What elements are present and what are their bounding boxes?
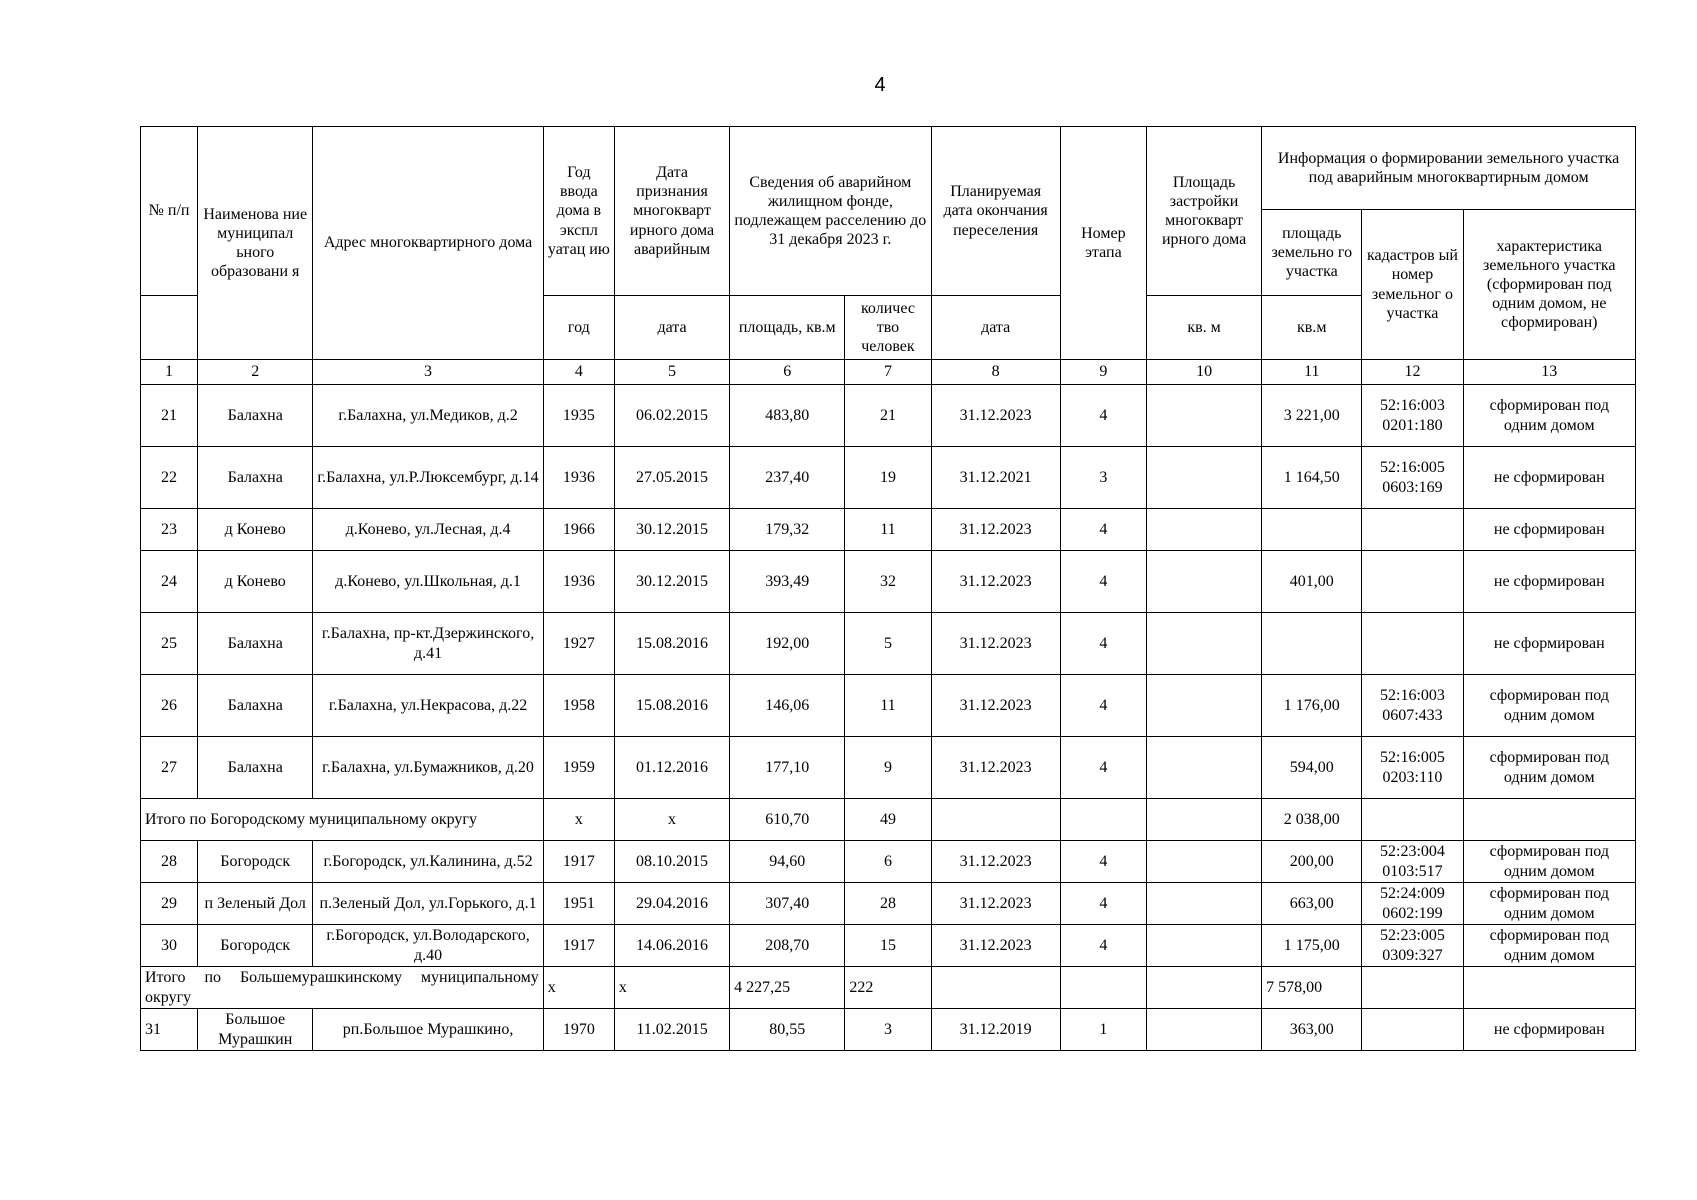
table-row [141,925,1636,967]
cell-stage: 3 [1060,447,1146,509]
total-people: 222 [845,967,931,1009]
cell-cadastral [1362,1009,1463,1051]
col-num: 3 [313,360,543,385]
unit-building-area: кв. м [1146,296,1261,360]
cell-building-area [1146,551,1261,613]
header-planned-date: Планируемая дата окончания переселения [931,127,1060,296]
table-row [141,675,1636,737]
cell-address: г.Богородск, ул.Володарского, д.40 [313,925,543,967]
cell-area: 192,00 [730,613,845,675]
cell-municipality: Балахна [198,385,313,447]
cell-municipality: Балахна [198,447,313,509]
cell-address: г.Балахна, ул.Р.Люксембург, д.14 [313,447,543,509]
cell-year: 1936 [543,551,614,613]
cell-people: 6 [845,841,931,883]
cell-number: 26 [141,675,198,737]
cell-municipality: п Зеленый Дол [198,883,313,925]
cell-building-area [1146,925,1261,967]
cell-cadastral [1362,551,1463,613]
cell-municipality: Богородск [198,925,313,967]
housing-table [140,126,1636,1051]
header-housing-info: Сведения об аварийном жилищном фонде, подлежащем расселению до 31 декабря 2023 г. [730,127,931,296]
cell-date: 15.08.2016 [614,613,729,675]
cell-cadastral: 52:24:009 0602:199 [1362,883,1463,925]
cell-date: 14.06.2016 [614,925,729,967]
cell-building-area [1146,841,1261,883]
cell-date: 30.12.2015 [614,509,729,551]
cell-building-area [1146,509,1261,551]
header-recognition-date: Дата признания многокварт ирного дома аварийным [614,127,729,296]
cell-building-area [1146,675,1261,737]
table-row [141,509,1636,551]
cell-people: 3 [845,1009,931,1051]
cell-land-area: 200,00 [1262,841,1362,883]
cell-cadastral: 52:23:004 0103:517 [1362,841,1463,883]
total-land: 7 578,00 [1262,967,1362,1009]
column-numbers-row [141,360,1636,385]
cell-land-area: 594,00 [1262,737,1362,799]
cell-area: 179,32 [730,509,845,551]
cell-building-area [1146,737,1261,799]
cell-plan-date: 31.12.2023 [931,883,1060,925]
cell-land-char: сформирован под одним домом [1463,841,1635,883]
total-empty [931,967,1060,1009]
cell-cadastral: 52:16:005 0203:110 [1362,737,1463,799]
col-num: 12 [1362,360,1463,385]
header-municipality: Наименова ние муниципал ьного образовани я [198,127,313,360]
cell-year: 1959 [543,737,614,799]
table-row [141,385,1636,447]
total-date: х [614,967,729,1009]
col-num: 1 [141,360,198,385]
cell-plan-date: 31.12.2023 [931,841,1060,883]
total-label: Итого по Большемурашкинскому муниципальному округу [141,967,544,1009]
cell-number: 21 [141,385,198,447]
cell-cadastral: 52:23:005 0309:327 [1362,925,1463,967]
cell-land-area: 363,00 [1262,1009,1362,1051]
cell-number: 30 [141,925,198,967]
cell-number: 31 [141,1009,198,1051]
cell-date: 11.02.2015 [614,1009,729,1051]
cell-land-char: не сформирован [1463,509,1635,551]
cell-land-char: сформирован под одним домом [1463,883,1635,925]
cell-people: 9 [845,737,931,799]
cell-area: 80,55 [730,1009,845,1051]
cell-stage: 4 [1060,385,1146,447]
cell-address: рп.Большое Мурашкино, [313,1009,543,1051]
cell-land-area: 1 164,50 [1262,447,1362,509]
header-building-area: Площадь застройки многокварт ирного дома [1146,127,1261,296]
cell-address: г.Балахна, ул.Бумажников, д.20 [313,737,543,799]
total-empty [1146,967,1261,1009]
cell-people: 21 [845,385,931,447]
cell-stage: 4 [1060,509,1146,551]
total-people: 49 [845,799,931,841]
cell-people: 11 [845,509,931,551]
cell-year: 1966 [543,509,614,551]
cell-area: 237,40 [730,447,845,509]
total-empty [1463,967,1635,1009]
cell-people: 11 [845,675,931,737]
col-num: 10 [1146,360,1261,385]
header-stage: Номер этапа [1060,127,1146,360]
total-empty [1146,799,1261,841]
col-num: 7 [845,360,931,385]
cell-municipality: Балахна [198,737,313,799]
total-year: х [543,967,614,1009]
cell-cadastral [1362,509,1463,551]
cell-municipality: Богородск [198,841,313,883]
total-year: х [543,799,614,841]
cell-plan-date: 31.12.2023 [931,385,1060,447]
cell-year: 1936 [543,447,614,509]
cell-plan-date: 31.12.2023 [931,613,1060,675]
table-row [141,613,1636,675]
cell-cadastral: 52:16:005 0603:169 [1362,447,1463,509]
cell-year: 1935 [543,385,614,447]
unit-date: дата [614,296,729,360]
cell-stage: 4 [1060,737,1146,799]
cell-year: 1951 [543,883,614,925]
cell-cadastral: 52:16:003 0607:433 [1362,675,1463,737]
cell-area: 208,70 [730,925,845,967]
cell-number: 22 [141,447,198,509]
total-land: 2 038,00 [1262,799,1362,841]
cell-land-area: 1 176,00 [1262,675,1362,737]
header-address: Адрес многоквартирного дома [313,127,543,360]
cell-plan-date: 31.12.2023 [931,675,1060,737]
col-num: 4 [543,360,614,385]
total-area: 4 227,25 [730,967,845,1009]
cell-plan-date: 31.12.2019 [931,1009,1060,1051]
cell-number: 27 [141,737,198,799]
cell-number: 28 [141,841,198,883]
header-land-area: площадь земельно го участка [1262,210,1362,296]
col-num: 8 [931,360,1060,385]
table-row [141,737,1636,799]
header-year: Год ввода дома в экспл уатац ию [543,127,614,296]
header-number: № п/п [141,127,198,296]
cell-people: 19 [845,447,931,509]
cell-municipality: д Конево [198,509,313,551]
cell-people: 5 [845,613,931,675]
cell-address: г.Балахна, ул.Медиков, д.2 [313,385,543,447]
cell-year: 1917 [543,925,614,967]
cell-land-char: сформирован под одним домом [1463,737,1635,799]
cell-municipality: Балахна [198,613,313,675]
cell-land-area [1262,509,1362,551]
cell-stage: 4 [1060,841,1146,883]
cell-plan-date: 31.12.2023 [931,509,1060,551]
cell-stage: 4 [1060,551,1146,613]
table-row [141,883,1636,925]
cell-area: 146,06 [730,675,845,737]
col-num: 9 [1060,360,1146,385]
cell-plan-date: 31.12.2023 [931,925,1060,967]
total-empty [931,799,1060,841]
cell-people: 28 [845,883,931,925]
total-empty [1362,967,1463,1009]
total-date: х [614,799,729,841]
cell-land-char: не сформирован [1463,613,1635,675]
total-area: 610,70 [730,799,845,841]
cell-stage: 4 [1060,883,1146,925]
unit-land-area: кв.м [1262,296,1362,360]
cell-building-area [1146,447,1261,509]
cell-date: 29.04.2016 [614,883,729,925]
cell-stage: 1 [1060,1009,1146,1051]
unit-area: площадь, кв.м [730,296,845,360]
cell-building-area [1146,1009,1261,1051]
cell-date: 30.12.2015 [614,551,729,613]
table-row [141,1009,1636,1051]
cell-area: 483,80 [730,385,845,447]
page-number: 4 [874,74,886,96]
col-num: 6 [730,360,845,385]
cell-number: 23 [141,509,198,551]
cell-number: 29 [141,883,198,925]
total-row-bolshemurashkino [141,967,1636,1009]
cell-date: 08.10.2015 [614,841,729,883]
unit-plan-date: дата [931,296,1060,360]
table-row [141,551,1636,613]
cell-date: 15.08.2016 [614,675,729,737]
col-num: 11 [1262,360,1362,385]
header-land-char: характеристика земельного участка (сформирован под одним домом, не сформирован) [1463,210,1635,360]
cell-year: 1927 [543,613,614,675]
cell-area: 94,60 [730,841,845,883]
cell-address: д.Конево, ул.Лесная, д.4 [313,509,543,551]
cell-date: 06.02.2015 [614,385,729,447]
col-num: 2 [198,360,313,385]
cell-stage: 4 [1060,613,1146,675]
total-label: Итого по Богородскому муниципальному округу [141,799,544,841]
cell-land-char: не сформирован [1463,447,1635,509]
total-empty [1362,799,1463,841]
cell-year: 1917 [543,841,614,883]
total-empty [1060,799,1146,841]
cell-address: г.Балахна, пр-кт.Дзержинского, д.41 [313,613,543,675]
cell-municipality: Балахна [198,675,313,737]
cell-year: 1958 [543,675,614,737]
cell-people: 32 [845,551,931,613]
cell-year: 1970 [543,1009,614,1051]
total-row-bogorodsk [141,799,1636,841]
cell-area: 393,49 [730,551,845,613]
cell-municipality: д Конево [198,551,313,613]
unit-people: количес тво человек [845,296,931,360]
cell-area: 177,10 [730,737,845,799]
cell-land-area: 1 175,00 [1262,925,1362,967]
table-row [141,447,1636,509]
header-number-blank [141,296,198,360]
total-empty [1463,799,1635,841]
cell-address: п.Зеленый Дол, ул.Горького, д.1 [313,883,543,925]
cell-land-area: 401,00 [1262,551,1362,613]
header-land-info: Информация о формировании земельного участка под аварийным многоквартирным домом [1262,127,1636,210]
cell-people: 15 [845,925,931,967]
cell-number: 24 [141,551,198,613]
cell-address: д.Конево, ул.Школьная, д.1 [313,551,543,613]
cell-land-area: 663,00 [1262,883,1362,925]
cell-number: 25 [141,613,198,675]
cell-municipality: Большое Мурашкин [198,1009,313,1051]
unit-year: год [543,296,614,360]
cell-plan-date: 31.12.2023 [931,737,1060,799]
cell-building-area [1146,385,1261,447]
cell-land-area [1262,613,1362,675]
cell-stage: 4 [1060,675,1146,737]
cell-area: 307,40 [730,883,845,925]
cell-plan-date: 31.12.2023 [931,551,1060,613]
cell-building-area [1146,883,1261,925]
cell-date: 01.12.2016 [614,737,729,799]
table-row [141,841,1636,883]
cell-cadastral: 52:16:003 0201:180 [1362,385,1463,447]
cell-land-char: сформирован под одним домом [1463,925,1635,967]
cell-date: 27.05.2015 [614,447,729,509]
cell-land-char: сформирован под одним домом [1463,675,1635,737]
cell-land-char: не сформирован [1463,1009,1635,1051]
cell-building-area [1146,613,1261,675]
cell-address: г.Балахна, ул.Некрасова, д.22 [313,675,543,737]
cell-cadastral [1362,613,1463,675]
col-num: 13 [1463,360,1635,385]
cell-land-area: 3 221,00 [1262,385,1362,447]
cell-land-char: не сформирован [1463,551,1635,613]
col-num: 5 [614,360,729,385]
cell-plan-date: 31.12.2021 [931,447,1060,509]
cell-stage: 4 [1060,925,1146,967]
total-empty [1060,967,1146,1009]
cell-address: г.Богородск, ул.Калинина, д.52 [313,841,543,883]
header-cadastral: кадастров ый номер земельног о участка [1362,210,1463,360]
cell-land-char: сформирован под одним домом [1463,385,1635,447]
